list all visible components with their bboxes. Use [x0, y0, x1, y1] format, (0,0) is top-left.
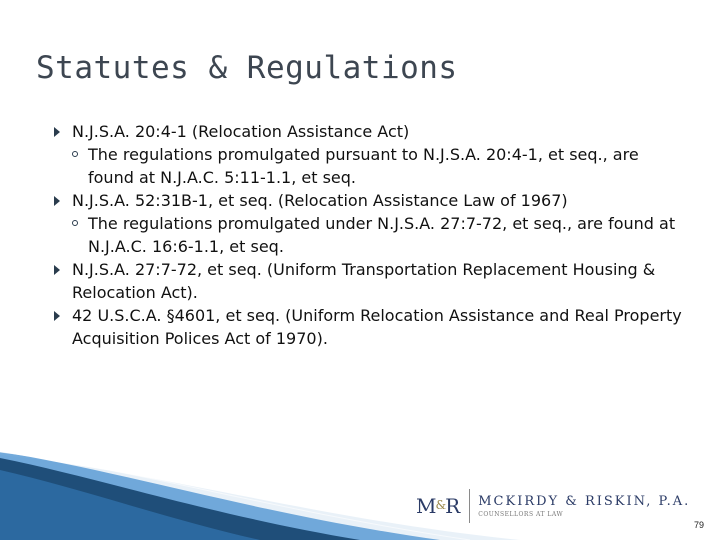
- logo-m: M: [416, 494, 436, 518]
- slide-title: Statutes & Regulations: [36, 50, 458, 86]
- list-item-text: N.J.S.A. 27:7-72, et seq. (Uniform Transportation Replacement Housing & Relocation Act).: [72, 260, 656, 302]
- logo-amp: &: [435, 498, 446, 512]
- list-item-text: N.J.S.A. 52:31B-1, et seq. (Relocation Assistance Law of 1967): [72, 191, 568, 210]
- logo-divider: [469, 489, 470, 523]
- firm-tagline: COUNSELLORS AT LAW: [478, 510, 564, 518]
- page-number: 79: [693, 520, 704, 530]
- logo-r: R: [445, 494, 460, 518]
- logo-text: [478, 494, 690, 519]
- list-item-text: N.J.S.A. 20:4-1 (Relocation Assistance Act): [72, 122, 410, 141]
- sub-item-text: The regulations promulgated pursuant to N.J.S.A. 20:4-1, et seq., are found at N.J.A.C. 5:11-1.1, et seq.: [88, 145, 639, 187]
- sub-item-text: The regulations promulgated under N.J.S.A. 27:7-72, et seq., are found at N.J.A.C. 16:6-1.1, et seq.: [88, 214, 676, 256]
- logo-monogram: [416, 494, 459, 518]
- firm-logo: [416, 488, 690, 524]
- list-item-text: 42 U.S.C.A. §4601, et seq. (Uniform Relocation Assistance and Real Property Acquisition Polices Act of 1970).: [72, 306, 682, 348]
- firm-name: MCKIRDY & RISKIN, P.A.: [478, 493, 691, 509]
